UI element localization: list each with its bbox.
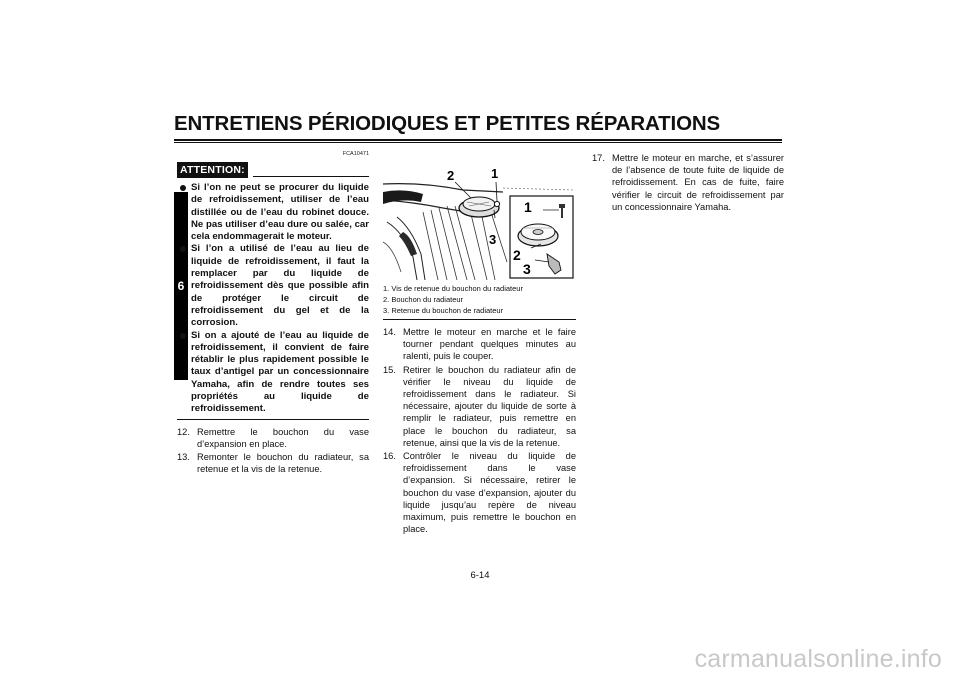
attention-code: FCA10471	[342, 151, 369, 157]
step-text: Mettre le moteur en marche et le faire tourner pendant quelques minutes au ralenti, puis le couper.	[403, 327, 576, 362]
step-text: Contrôler le niveau du liquide de refroidissement dans le vase d’expansion. Si nécessaire, retirer le bouchon du vase d’expansion, ajouter du liquide jusqu’au repère de niveau maximum, puis remettre le bouchon en place.	[403, 451, 576, 535]
radiator-cap-figure	[383, 162, 576, 280]
attention-end-rule	[177, 419, 369, 420]
step-item	[592, 152, 784, 213]
step-number: 12.	[177, 426, 190, 437]
step-text: Retirer le bouchon du radiateur afin de vérifier le niveau du liquide de refroidissement dans le radiateur. Si nécessaire, ajouter du liquide de sorte à remplir le radiateur, puis remettre en place le bouchon du radiateur, sa retenue, ainsi que la vis de la retenue.	[403, 364, 576, 448]
attention-item: Si l’on ne peut se procurer du liquide de refroidissement, utiliser de l’eau distillée ou de l’eau du robinet douce. Ne pas utiliser d’eau dure ou salée, car cela endommagerait le moteur.	[177, 182, 369, 243]
inset-callout-2: 2	[513, 247, 521, 263]
step-number: 14.	[383, 327, 396, 337]
step-item	[383, 326, 576, 363]
attention-label: ATTENTION:	[177, 162, 248, 178]
figure-captions	[383, 283, 576, 316]
watermark: carmanualsonline.info	[694, 645, 942, 673]
attention-list	[177, 182, 369, 416]
caption-rule	[383, 319, 576, 320]
step-item	[383, 450, 576, 535]
radiator-illustration	[383, 162, 576, 280]
page-number: 6-14	[470, 570, 490, 581]
step-text: Remonter le bouchon du radiateur, sa retenue et la vis de la retenue.	[197, 452, 369, 475]
attention-rule	[253, 176, 369, 177]
step-item	[177, 451, 369, 475]
step-number: 17.	[592, 153, 605, 163]
inset-callout-3: 3	[523, 261, 531, 277]
step-number: 13.	[177, 452, 190, 463]
steps-list-right	[592, 152, 784, 213]
chapter-tab: 6	[174, 192, 188, 380]
steps-list-left	[177, 426, 369, 476]
step-number: 15.	[383, 364, 396, 375]
step-item	[177, 426, 369, 450]
callout-3: 3	[489, 232, 497, 247]
caption-item: 2. Bouchon du radiateur	[383, 295, 464, 304]
steps-list-middle	[383, 326, 576, 535]
column-middle	[383, 162, 576, 536]
callout-2: 2	[447, 168, 455, 183]
caption-item: 3. Retenue du bouchon de radiateur	[383, 306, 504, 315]
column-right	[592, 152, 784, 214]
callout-1: 1	[491, 166, 499, 181]
step-text: Mettre le moteur en marche, et s’assurer de l’absence de toute fuite de liquide de refroidissement. En cas de fuite, faire vérifier le circuit de refroidissement par un concessionnaire Yamaha.	[612, 153, 784, 212]
attention-item: Si l’on a utilisé de l’eau au lieu de liquide de refroidissement, il faut la remplacer par du liquide de refroidissement dès que possible afin de protéger le circuit de refroidissement du gel et de la corrosion.	[177, 243, 369, 329]
step-text: Remettre le bouchon du vase d’expansion en place.	[197, 426, 369, 449]
attention-header	[177, 158, 369, 178]
caption-item: 1. Vis de retenue du bouchon du radiateur	[383, 284, 523, 293]
column-left	[177, 150, 369, 476]
step-item	[383, 364, 576, 449]
step-number: 16.	[383, 451, 396, 462]
title-rule	[174, 139, 782, 141]
attention-item: Si on a ajouté de l’eau au liquide de refroidissement, il convient de faire rétablir le plus rapidement possible le taux d’antigel par un concessionnaire Yamaha, afin de rendre toutes ses propriétés au liquide de refroidissement.	[177, 330, 369, 416]
page-title: ENTRETIENS PÉRIODIQUES ET PETITES RÉPARATIONS	[174, 112, 721, 135]
inset-callout-1: 1	[524, 199, 532, 215]
title-rule-thin	[174, 142, 782, 143]
